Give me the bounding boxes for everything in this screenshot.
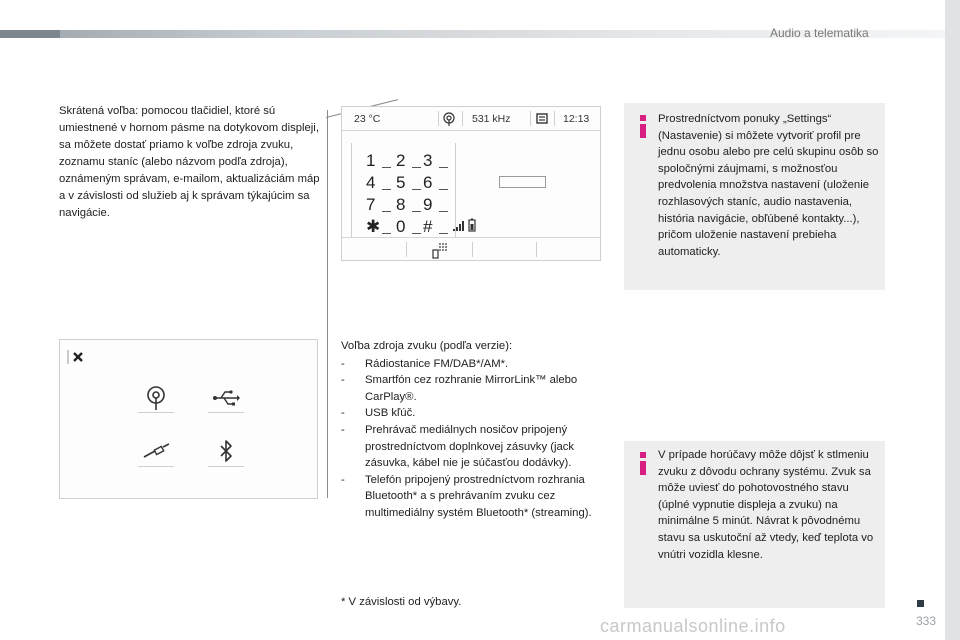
keypad-key: 4 <box>366 173 376 192</box>
clock-readout: 12:13 <box>563 113 590 125</box>
close-icon <box>66 348 88 366</box>
phone-status-bar <box>342 107 600 131</box>
header-bar-accent <box>0 30 60 38</box>
messages-icon <box>535 112 549 126</box>
info-text-profiles: Prostredníctvom ponuky „Settings“ (Nastavenie) si môžete vytvoriť profil pre jednu osobu alebo pre celú skupinu osôb so spoločnými záujmami, s možnosťou predvolenia množstva nastavení (uloženie rozhlasových staníc, audio nastavenia, história navigácie, obľúbené kontakty...), pričom uloženie nastavení prebieha automaticky. <box>658 113 879 258</box>
keypad-key: 1 <box>366 151 376 170</box>
temperature-readout: 23 °C <box>354 113 381 125</box>
aux-jack-icon <box>141 437 171 467</box>
bluetooth-icon <box>211 437 241 467</box>
list-item: - Telefón pripojený prostredníctvom rozhrania Bluetooth* a s prehrávaním zvuku cez multimediálny systém Bluetooth* (streaming). <box>341 473 592 519</box>
dialpad-phone-icon <box>432 242 448 259</box>
keypad-key: 5 <box>396 173 406 192</box>
keypad-key: 6 <box>423 173 433 192</box>
keypad-key: 9 <box>423 195 433 214</box>
shortcut-paragraph: Skrátená voľba: pomocou tlačidiel, ktoré sú umiestnené v hornom pásme na dotykovom displeji, sa môžete dostať priamo k voľbe zdroja zvuku, zoznamu staníc (alebo názvom podľa zdroja), oznámeným správam, e-mailom, aktualizáciám máp a v závislosti od služieb aj k správam týkajúcim sa navigácie. <box>59 105 320 219</box>
usb-icon <box>211 383 241 413</box>
list-item: - Smartfón cez rozhranie MirrorLink™ alebo CarPlay®. <box>341 374 578 403</box>
signal-strength-icon <box>452 220 466 232</box>
list-item: - Rádiostanice FM/DAB*/AM*. <box>341 357 509 370</box>
keypad-key: 7 <box>366 195 376 214</box>
keypad-key: 8 <box>396 195 406 214</box>
phone-screen-illustration <box>341 106 601 261</box>
page-edge-strip <box>945 0 960 640</box>
page-number: 333 <box>916 614 937 628</box>
list-item: - Prehrávač mediálnych nosičov pripojený prostredníctvom doplnkovej zásuvky (jack zásuvka, kábel nie je súčasťou dodávky). <box>341 423 575 470</box>
list-item: - USB kľúč. <box>341 407 416 420</box>
source-list-intro: Voľba zdroja zvuku (podľa verzie): <box>341 340 513 352</box>
info-box-profiles <box>624 103 885 290</box>
audio-source-list <box>341 338 611 522</box>
info-marker-icon <box>640 115 646 121</box>
source-selector-illustration <box>59 339 318 499</box>
keypad-key: 3 <box>423 151 433 170</box>
page-marker <box>917 600 924 607</box>
number-display <box>499 176 546 188</box>
column-divider <box>327 110 328 498</box>
info-marker-icon <box>640 452 646 458</box>
section-title: Audio a telematika <box>770 26 869 40</box>
info-box-heat <box>624 441 885 608</box>
keypad-key: ✱ <box>366 217 381 236</box>
phone-bottom-bar <box>342 237 600 261</box>
keypad-key: 0 <box>396 217 406 236</box>
footnote: * V závislosti od výbavy. <box>341 596 462 608</box>
keypad-key: 2 <box>396 151 406 170</box>
info-text-heat: V prípade horúčavy môže dôjsť k stlmeniu zvuku z dôvodu ochrany systému. Zvuk sa môže uviesť do pohotovostného stavu (úplné vypnutie displeja a zvuku) na minimálne 5 minút. Návrat k pôvodnému stavu sa uskutoční až vtedy, keď teplota vo vnútri vozidla klesne. <box>658 449 874 561</box>
frequency-readout: 531 kHz <box>472 113 511 125</box>
watermark: carmanualsonline.info <box>600 616 786 636</box>
battery-icon <box>468 218 476 232</box>
keypad-key: # <box>423 217 433 236</box>
radio-source-icon <box>141 383 171 413</box>
radio-icon <box>442 112 456 126</box>
